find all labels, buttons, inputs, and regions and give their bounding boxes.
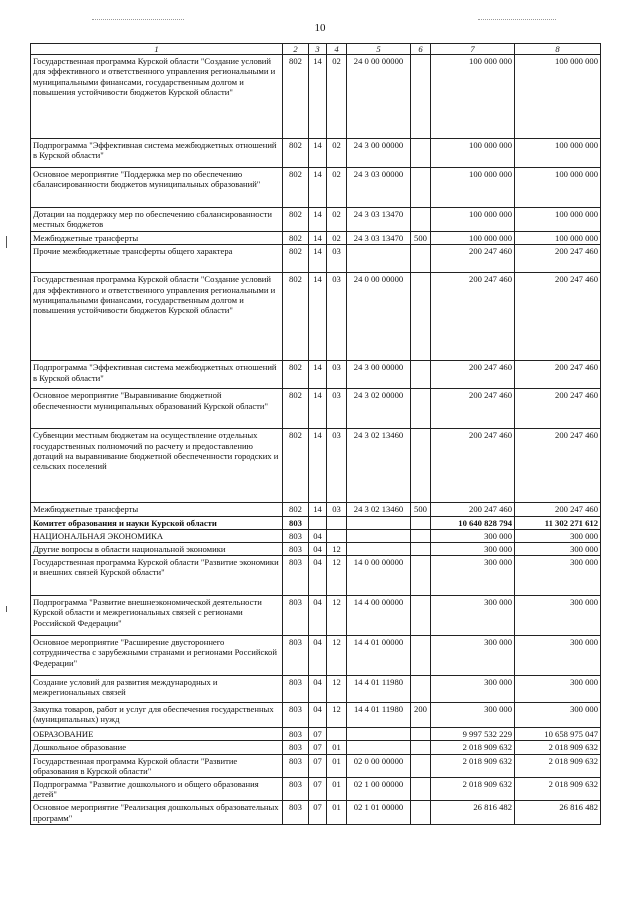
cell-name: Прочие межбюджетные трансферты общего характера <box>31 245 283 273</box>
cell-expense-type <box>411 778 431 801</box>
cell-grbs: 802 <box>283 139 309 168</box>
cell-grbs: 802 <box>283 361 309 389</box>
cell-subsection: 12 <box>327 556 347 596</box>
cell-expense-type <box>411 636 431 676</box>
cell-section: 04 <box>309 636 327 676</box>
cell-target-article: 02 1 01 00000 <box>347 801 411 824</box>
column-header: 3 <box>309 44 327 55</box>
cell-grbs: 803 <box>283 556 309 596</box>
page-number: 10 <box>314 22 326 34</box>
cell-grbs: 803 <box>283 754 309 777</box>
cell-name: Межбюджетные трансферты <box>31 232 283 245</box>
cell-grbs: 803 <box>283 728 309 741</box>
cell-name: Дотации на поддержку мер по обеспечению сбалансированности местных бюджетов <box>31 208 283 232</box>
cell-target-article: 02 1 00 00000 <box>347 778 411 801</box>
cell-sum-year-2: 2 018 909 632 <box>515 741 601 754</box>
cell-sum-year-2: 300 000 <box>515 636 601 676</box>
column-header: 4 <box>327 44 347 55</box>
cell-grbs: 803 <box>283 529 309 542</box>
cell-name: Подпрограмма "Эффективная система межбюджетных отношений в Курской области" <box>31 361 283 389</box>
cell-grbs: 803 <box>283 516 309 529</box>
cell-grbs: 802 <box>283 245 309 273</box>
cell-target-article: 24 0 00 00000 <box>347 273 411 361</box>
cell-grbs: 802 <box>283 389 309 429</box>
cell-section: 14 <box>309 429 327 503</box>
cell-target-article: 24 3 03 13470 <box>347 232 411 245</box>
cell-expense-type <box>411 273 431 361</box>
cell-grbs: 803 <box>283 636 309 676</box>
cell-subsection <box>327 529 347 542</box>
cell-name: Основное мероприятие "Выравнивание бюджетной обеспеченности муниципальных образований Курской области" <box>31 389 283 429</box>
table-row <box>31 208 601 232</box>
cell-grbs: 803 <box>283 801 309 824</box>
cell-expense-type <box>411 556 431 596</box>
cell-target-article: 14 4 01 11980 <box>347 703 411 728</box>
cell-subsection: 02 <box>327 55 347 139</box>
cell-target-article: 14 4 00 00000 <box>347 596 411 636</box>
cell-name: НАЦИОНАЛЬНАЯ ЭКОНОМИКА <box>31 529 283 542</box>
cell-sum-year-2: 200 247 460 <box>515 361 601 389</box>
cell-subsection: 01 <box>327 778 347 801</box>
cell-subsection: 02 <box>327 208 347 232</box>
cell-sum-year-1: 300 000 <box>431 636 515 676</box>
table-row <box>31 556 601 596</box>
cell-name: Государственная программа Курской области "Создание условий для эффективного и ответственного управления региональными и муниципальными финансами, государственным долгом и повышения устойчивости бюджетов Курской области" <box>31 273 283 361</box>
cell-sum-year-2: 100 000 000 <box>515 208 601 232</box>
table-row <box>31 361 601 389</box>
cell-expense-type <box>411 361 431 389</box>
cell-name: Подпрограмма "Развитие внешнеэкономической деятельности Курской области и межрегиональных связей с регионами Российской Федерации" <box>31 596 283 636</box>
cell-expense-type: 200 <box>411 703 431 728</box>
cell-name: ОБРАЗОВАНИЕ <box>31 728 283 741</box>
cell-sum-year-1: 200 247 460 <box>431 245 515 273</box>
table-row <box>31 55 601 139</box>
cell-name: Государственная программа Курской области "Развитие образования в Курской области" <box>31 754 283 777</box>
cell-subsection: 12 <box>327 703 347 728</box>
cell-section: 14 <box>309 55 327 139</box>
column-number-row <box>31 44 601 55</box>
cell-target-article: 14 4 01 00000 <box>347 636 411 676</box>
cell-section: 07 <box>309 741 327 754</box>
cell-grbs: 803 <box>283 596 309 636</box>
cell-sum-year-1: 200 247 460 <box>431 389 515 429</box>
cell-name: Межбюджетные трансферты <box>31 503 283 516</box>
cell-sum-year-2: 300 000 <box>515 556 601 596</box>
column-header: 5 <box>347 44 411 55</box>
cell-subsection: 03 <box>327 361 347 389</box>
cell-name: Основное мероприятие "Расширение двустороннего сотрудничества с зарубежными странами и регионами Российской Федерации" <box>31 636 283 676</box>
cell-subsection <box>327 516 347 529</box>
cell-expense-type <box>411 55 431 139</box>
cell-sum-year-2: 200 247 460 <box>515 429 601 503</box>
cell-subsection: 03 <box>327 389 347 429</box>
cell-section: 14 <box>309 389 327 429</box>
cell-section: 04 <box>309 529 327 542</box>
cell-sum-year-1: 300 000 <box>431 529 515 542</box>
cell-sum-year-1: 2 018 909 632 <box>431 778 515 801</box>
table-row <box>31 139 601 168</box>
cell-expense-type <box>411 429 431 503</box>
cell-sum-year-1: 2 018 909 632 <box>431 754 515 777</box>
cell-sum-year-2: 2 018 909 632 <box>515 778 601 801</box>
cell-name: Основное мероприятие "Реализация дошкольных образовательных программ" <box>31 801 283 824</box>
cell-section: 07 <box>309 778 327 801</box>
cell-section: 04 <box>309 543 327 556</box>
cell-sum-year-1: 100 000 000 <box>431 55 515 139</box>
scan-mark-right <box>478 19 556 21</box>
cell-sum-year-2: 10 658 975 047 <box>515 728 601 741</box>
cell-expense-type <box>411 168 431 208</box>
cell-name: Государственная программа Курской области "Развитие экономики и внешних связей Курской области" <box>31 556 283 596</box>
cell-subsection: 02 <box>327 232 347 245</box>
cell-name: Государственная программа Курской области "Создание условий для эффективного и ответственного управления региональными и муниципальными финансами, государственным долгом и повышения устойчивости бюджетов Курской области" <box>31 55 283 139</box>
cell-grbs: 803 <box>283 741 309 754</box>
cell-subsection: 01 <box>327 801 347 824</box>
cell-sum-year-2: 300 000 <box>515 543 601 556</box>
cell-sum-year-1: 300 000 <box>431 556 515 596</box>
cell-sum-year-1: 300 000 <box>431 703 515 728</box>
cell-expense-type <box>411 596 431 636</box>
cell-expense-type <box>411 754 431 777</box>
table-row <box>31 754 601 777</box>
table-row <box>31 741 601 754</box>
cell-sum-year-2: 100 000 000 <box>515 168 601 208</box>
cell-name: Дошкольное образование <box>31 741 283 754</box>
cell-sum-year-2: 200 247 460 <box>515 503 601 516</box>
cell-subsection <box>327 728 347 741</box>
table-row <box>31 168 601 208</box>
cell-sum-year-2: 100 000 000 <box>515 139 601 168</box>
cell-sum-year-1: 200 247 460 <box>431 429 515 503</box>
table-row <box>31 273 601 361</box>
cell-subsection: 03 <box>327 503 347 516</box>
cell-subsection: 02 <box>327 139 347 168</box>
cell-grbs: 802 <box>283 168 309 208</box>
cell-subsection: 12 <box>327 676 347 703</box>
cell-section: 14 <box>309 168 327 208</box>
table-row <box>31 703 601 728</box>
column-header: 6 <box>411 44 431 55</box>
cell-expense-type <box>411 208 431 232</box>
cell-sum-year-1: 200 247 460 <box>431 503 515 516</box>
table-row <box>31 389 601 429</box>
cell-sum-year-2: 2 018 909 632 <box>515 754 601 777</box>
cell-sum-year-2: 200 247 460 <box>515 389 601 429</box>
cell-section: 04 <box>309 676 327 703</box>
cell-grbs: 803 <box>283 543 309 556</box>
cell-name: Комитет образования и науки Курской области <box>31 516 283 529</box>
cell-expense-type <box>411 139 431 168</box>
cell-grbs: 802 <box>283 429 309 503</box>
cell-grbs: 802 <box>283 232 309 245</box>
cell-grbs: 803 <box>283 778 309 801</box>
table-row <box>31 245 601 273</box>
cell-target-article <box>347 728 411 741</box>
cell-sum-year-1: 300 000 <box>431 596 515 636</box>
cell-target-article: 14 4 01 11980 <box>347 676 411 703</box>
cell-target-article <box>347 529 411 542</box>
cell-sum-year-1: 200 247 460 <box>431 361 515 389</box>
cell-subsection: 03 <box>327 273 347 361</box>
cell-sum-year-1: 100 000 000 <box>431 232 515 245</box>
cell-sum-year-2: 300 000 <box>515 676 601 703</box>
cell-target-article: 02 0 00 00000 <box>347 754 411 777</box>
cell-grbs: 802 <box>283 273 309 361</box>
cell-expense-type: 500 <box>411 232 431 245</box>
cell-grbs: 802 <box>283 503 309 516</box>
cell-subsection: 02 <box>327 168 347 208</box>
table-row <box>31 801 601 824</box>
cell-name: Основное мероприятие "Поддержка мер по обеспечению сбалансированности бюджетов муниципальных образований" <box>31 168 283 208</box>
table-row <box>31 596 601 636</box>
scan-edge-mark <box>6 606 7 612</box>
column-header: 2 <box>283 44 309 55</box>
table-row <box>31 429 601 503</box>
cell-section: 14 <box>309 232 327 245</box>
cell-section: 14 <box>309 503 327 516</box>
cell-name: Другие вопросы в области национальной экономики <box>31 543 283 556</box>
cell-subsection: 12 <box>327 596 347 636</box>
cell-sum-year-2: 300 000 <box>515 703 601 728</box>
cell-target-article: 24 0 00 00000 <box>347 55 411 139</box>
cell-sum-year-2: 200 247 460 <box>515 273 601 361</box>
cell-expense-type <box>411 543 431 556</box>
cell-sum-year-1: 300 000 <box>431 543 515 556</box>
cell-target-article: 24 3 00 00000 <box>347 361 411 389</box>
table-row <box>31 529 601 542</box>
cell-name: Закупка товаров, работ и услуг для обеспечения государственных (муниципальных) нужд <box>31 703 283 728</box>
cell-section: 07 <box>309 728 327 741</box>
cell-expense-type <box>411 245 431 273</box>
cell-subsection: 01 <box>327 741 347 754</box>
cell-target-article <box>347 516 411 529</box>
cell-sum-year-1: 100 000 000 <box>431 208 515 232</box>
cell-sum-year-1: 26 816 482 <box>431 801 515 824</box>
cell-sum-year-1: 100 000 000 <box>431 139 515 168</box>
cell-grbs: 802 <box>283 55 309 139</box>
cell-expense-type <box>411 728 431 741</box>
table-row <box>31 516 601 529</box>
cell-expense-type: 500 <box>411 503 431 516</box>
cell-target-article <box>347 543 411 556</box>
table-row <box>31 636 601 676</box>
cell-sum-year-1: 100 000 000 <box>431 168 515 208</box>
cell-grbs: 802 <box>283 208 309 232</box>
cell-target-article: 24 3 03 13470 <box>347 208 411 232</box>
cell-sum-year-2: 11 302 271 612 <box>515 516 601 529</box>
cell-section: 14 <box>309 139 327 168</box>
cell-target-article: 24 3 02 13460 <box>347 429 411 503</box>
cell-expense-type <box>411 516 431 529</box>
cell-expense-type <box>411 676 431 703</box>
cell-section: 07 <box>309 754 327 777</box>
cell-target-article: 24 3 00 00000 <box>347 139 411 168</box>
cell-name: Подпрограмма "Развитие дошкольного и общего образования детей" <box>31 778 283 801</box>
cell-subsection: 01 <box>327 754 347 777</box>
cell-target-article: 24 3 02 00000 <box>347 389 411 429</box>
cell-grbs: 803 <box>283 703 309 728</box>
cell-section: 14 <box>309 273 327 361</box>
cell-expense-type <box>411 389 431 429</box>
column-header: 8 <box>515 44 601 55</box>
cell-sum-year-2: 300 000 <box>515 529 601 542</box>
cell-sum-year-1: 10 640 828 794 <box>431 516 515 529</box>
cell-sum-year-2: 100 000 000 <box>515 55 601 139</box>
cell-name: Подпрограмма "Эффективная система межбюджетных отношений в Курской области" <box>31 139 283 168</box>
cell-expense-type <box>411 741 431 754</box>
cell-grbs: 803 <box>283 676 309 703</box>
cell-sum-year-2: 300 000 <box>515 596 601 636</box>
cell-target-article: 14 0 00 00000 <box>347 556 411 596</box>
column-header: 7 <box>431 44 515 55</box>
cell-section: 14 <box>309 361 327 389</box>
table-row <box>31 778 601 801</box>
table-row <box>31 676 601 703</box>
cell-sum-year-2: 200 247 460 <box>515 245 601 273</box>
cell-target-article <box>347 245 411 273</box>
cell-sum-year-1: 200 247 460 <box>431 273 515 361</box>
cell-sum-year-1: 300 000 <box>431 676 515 703</box>
cell-section: 04 <box>309 703 327 728</box>
cell-subsection: 12 <box>327 636 347 676</box>
cell-sum-year-2: 26 816 482 <box>515 801 601 824</box>
cell-subsection: 12 <box>327 543 347 556</box>
table-row <box>31 543 601 556</box>
scan-mark-left <box>92 19 184 21</box>
cell-section <box>309 516 327 529</box>
scan-edge-mark <box>6 236 7 248</box>
cell-section: 14 <box>309 208 327 232</box>
table-row <box>31 503 601 516</box>
cell-expense-type <box>411 801 431 824</box>
cell-section: 04 <box>309 556 327 596</box>
cell-section: 14 <box>309 245 327 273</box>
table-row <box>31 232 601 245</box>
cell-name: Субвенции местным бюджетам на осуществление отдельных государственных полномочий по расчету и предоставлению дотаций на выравнивание бюджетной обеспеченности городских и сельских поселений <box>31 429 283 503</box>
cell-expense-type <box>411 529 431 542</box>
cell-subsection: 03 <box>327 245 347 273</box>
cell-sum-year-1: 9 997 532 229 <box>431 728 515 741</box>
cell-section: 04 <box>309 596 327 636</box>
table-row <box>31 728 601 741</box>
cell-target-article: 24 3 02 13460 <box>347 503 411 516</box>
column-header: 1 <box>31 44 283 55</box>
cell-sum-year-2: 100 000 000 <box>515 232 601 245</box>
cell-sum-year-1: 2 018 909 632 <box>431 741 515 754</box>
cell-name: Создание условий для развития международных и межрегиональных связей <box>31 676 283 703</box>
cell-subsection: 03 <box>327 429 347 503</box>
cell-target-article: 24 3 03 00000 <box>347 168 411 208</box>
budget-table <box>30 43 601 825</box>
cell-target-article <box>347 741 411 754</box>
cell-section: 07 <box>309 801 327 824</box>
